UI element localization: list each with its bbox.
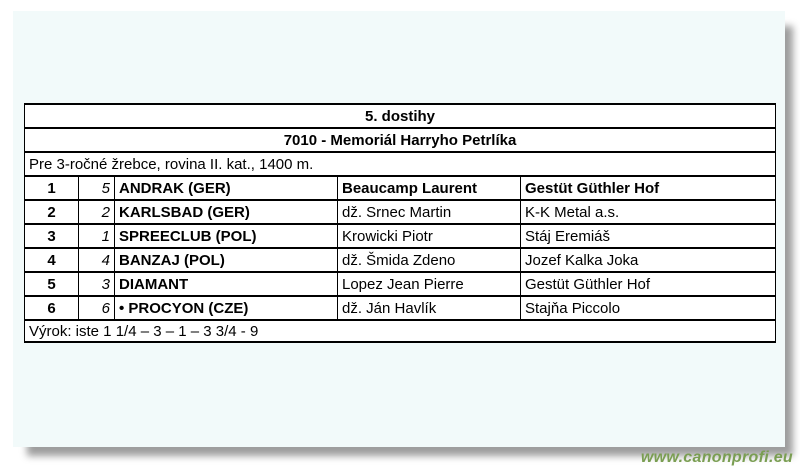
document-page <box>13 11 785 447</box>
jockey-cell: Krowicki Piotr <box>338 224 521 248</box>
result-row <box>25 200 776 224</box>
race-conditions: Pre 3-ročné žrebce, rovina II. kat., 1400 m. <box>25 152 776 176</box>
results-body <box>25 104 776 342</box>
horse-cell: SPREECLUB (POL) <box>115 224 338 248</box>
place-cell: 5 <box>25 272 79 296</box>
jockey-cell: dž. Šmida Zdeno <box>338 248 521 272</box>
owner-cell: K-K Metal a.s. <box>521 200 776 224</box>
horse-cell: BANZAJ (POL) <box>115 248 338 272</box>
race-session-title: 5. dostihy <box>25 104 776 128</box>
owner-cell: Stáj Eremiáš <box>521 224 776 248</box>
number-cell: 4 <box>79 248 115 272</box>
jockey-cell: dž. Srnec Martin <box>338 200 521 224</box>
jockey-cell: dž. Ján Havlík <box>338 296 521 320</box>
result-row <box>25 224 776 248</box>
result-row <box>25 272 776 296</box>
race-session-row <box>25 104 776 128</box>
horse-cell: ANDRAK (GER) <box>115 176 338 200</box>
number-cell: 3 <box>79 272 115 296</box>
result-row <box>25 176 776 200</box>
owner-cell: Gestüt Güthler Hof <box>521 272 776 296</box>
place-cell: 4 <box>25 248 79 272</box>
number-cell: 2 <box>79 200 115 224</box>
watermark-text: www.canonprofi.eu <box>640 449 793 466</box>
number-cell: 5 <box>79 176 115 200</box>
number-cell: 6 <box>79 296 115 320</box>
horse-cell: • PROCYON (CZE) <box>115 296 338 320</box>
race-conditions-row <box>25 152 776 176</box>
race-verdict-row <box>25 320 776 342</box>
horse-cell: KARLSBAD (GER) <box>115 200 338 224</box>
jockey-cell: Lopez Jean Pierre <box>338 272 521 296</box>
place-cell: 6 <box>25 296 79 320</box>
owner-cell: Gestüt Güthler Hof <box>521 176 776 200</box>
race-title: 7010 - Memoriál Harryho Petrlíka <box>25 128 776 152</box>
race-title-row <box>25 128 776 152</box>
owner-cell: Jozef Kalka Joka <box>521 248 776 272</box>
result-row <box>25 296 776 320</box>
race-results-table <box>24 103 776 343</box>
place-cell: 3 <box>25 224 79 248</box>
owner-cell: Stajňa Piccolo <box>521 296 776 320</box>
place-cell: 2 <box>25 200 79 224</box>
horse-cell: DIAMANT <box>115 272 338 296</box>
race-verdict: Výrok: iste 1 1/4 – 3 – 1 – 3 3/4 - 9 <box>25 320 776 342</box>
place-cell: 1 <box>25 176 79 200</box>
result-row <box>25 248 776 272</box>
number-cell: 1 <box>79 224 115 248</box>
jockey-cell: Beaucamp Laurent <box>338 176 521 200</box>
